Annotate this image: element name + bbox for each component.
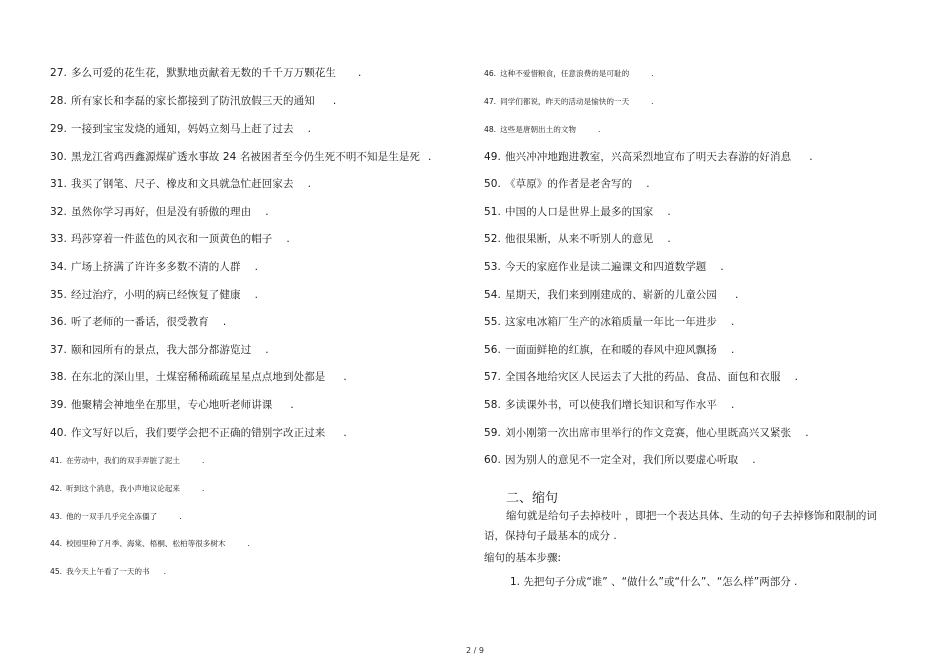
sentence-item: 36. 听了老师的一番话，很受教育 . bbox=[50, 316, 227, 328]
sentence-item: 39. 他聚精会神地坐在那里，专心地听老师讲课 . bbox=[50, 399, 294, 411]
sentence-item: 55. 这家电冰箱厂生产的冰箱质量一年比一年进步 . bbox=[484, 316, 735, 328]
sentence-item: 45. 我今天上午看了一天的书 . bbox=[50, 567, 167, 576]
sentence-item: 35. 经过治疗，小明的病已经恢复了健康 . bbox=[50, 289, 259, 301]
sentence-item: 33. 玛莎穿着一件蓝色的风衣和一顶黄色的帽子 . bbox=[50, 233, 290, 245]
sentence-item: 41. 在劳动中，我们的双手弄脏了泥土 . bbox=[50, 456, 205, 465]
sentence-item: 42. 听到这个消息，我小声地议论起来 . bbox=[50, 484, 205, 493]
sentence-item: 34. 广场上挤满了许许多多数不清的人群 . bbox=[50, 261, 259, 273]
sentence-item: 57. 全国各地给灾区人民运去了大批的药品、食品、面包和衣服 . bbox=[484, 371, 799, 383]
sentence-item: 29. 一接到宝宝发烧的通知，妈妈立刻马上赶了过去 . bbox=[50, 123, 312, 135]
sentence-item: 59. 刘小刚第一次出席市里举行的作文竞赛，他心里既高兴又紧张 . bbox=[484, 427, 809, 439]
sentence-item: 58. 多读课外书，可以使我们增长知识和写作水平 . bbox=[484, 399, 735, 411]
sentence-item: 56. 一面面鲜艳的红旗，在和暖的春风中迎风飘扬 . bbox=[484, 344, 735, 356]
sentence-item: 43. 他的一双手几乎完全冻僵了 . bbox=[50, 512, 182, 521]
definition-line-2: 语，保持句子最基本的成分 . bbox=[484, 530, 617, 542]
sentence-item: 46. 这种不爱惜粮食，任意浪费的是可耻的 . bbox=[484, 69, 654, 78]
sentence-item: 31. 我买了钢笔、尺子、橡皮和文具就急忙赶回家去 . bbox=[50, 178, 312, 190]
sentence-item: 52. 他很果断，从来不听别人的意见 . bbox=[484, 233, 671, 245]
step-1: 1. 先把句子分成“谁” 、“做什么”或“什么”、“怎么样”两部分 . bbox=[510, 576, 798, 588]
definition-line-1: 缩句就是给句子去掉枝叶 ，即把一个表达具体、生动的句子去掉修饰和限制的词 bbox=[506, 510, 877, 522]
section-heading: 二、缩句 bbox=[506, 491, 559, 506]
sentence-item: 44. 校园里种了月季、海棠、梧桐、松柏等很多树木 . bbox=[50, 539, 250, 548]
sentence-item: 30. 黑龙江省鸡西鑫源煤矿透水事故 24 名被困者至今仍生死不明不知是生是死 . bbox=[50, 151, 432, 163]
sentence-item: 51. 中国的人口是世界上最多的国家 . bbox=[484, 206, 671, 218]
sentence-item: 27. 多么可爱的花生花，默默地贡献着无数的千千万万颗花生 . bbox=[50, 67, 362, 79]
sentence-item: 53. 今天的家庭作业是读二遍课文和四道数学题 . bbox=[484, 261, 724, 273]
sentence-item: 28. 所有家长和李磊的家长都接到了防汛放假三天的通知 . bbox=[50, 95, 337, 107]
steps-title: 缩句的基本步骤: bbox=[484, 552, 562, 564]
page-number: 2 / 9 bbox=[466, 646, 484, 655]
sentence-item: 54. 星期天，我们来到刚建成的、崭新的儿童公园 . bbox=[484, 289, 739, 301]
sentence-item: 37. 颐和园所有的景点，我大部分都游览过 . bbox=[50, 344, 269, 356]
sentence-item: 47. 同学们都说，昨天的活动是愉快的一天 . bbox=[484, 97, 654, 106]
sentence-item: 49. 他兴冲冲地跑进教室，兴高采烈地宣布了明天去春游的好消息 . bbox=[484, 151, 813, 163]
sentence-item: 60. 因为别人的意见不一定全对，我们所以要虚心听取 . bbox=[484, 454, 756, 466]
sentence-item: 50. 《草原》的作者是老舍写的 . bbox=[484, 178, 650, 190]
sentence-item: 32. 虽然你学习再好，但是没有骄傲的理由 . bbox=[50, 206, 269, 218]
sentence-item: 48. 这些是唐朝出土的文物 . bbox=[484, 125, 601, 134]
sentence-item: 38. 在东北的深山里，土煤窑稀稀疏疏星星点点地到处都是 . bbox=[50, 371, 347, 383]
sentence-item: 40. 作文写好以后，我们要学会把不正确的错别字改正过来 . bbox=[50, 427, 347, 439]
